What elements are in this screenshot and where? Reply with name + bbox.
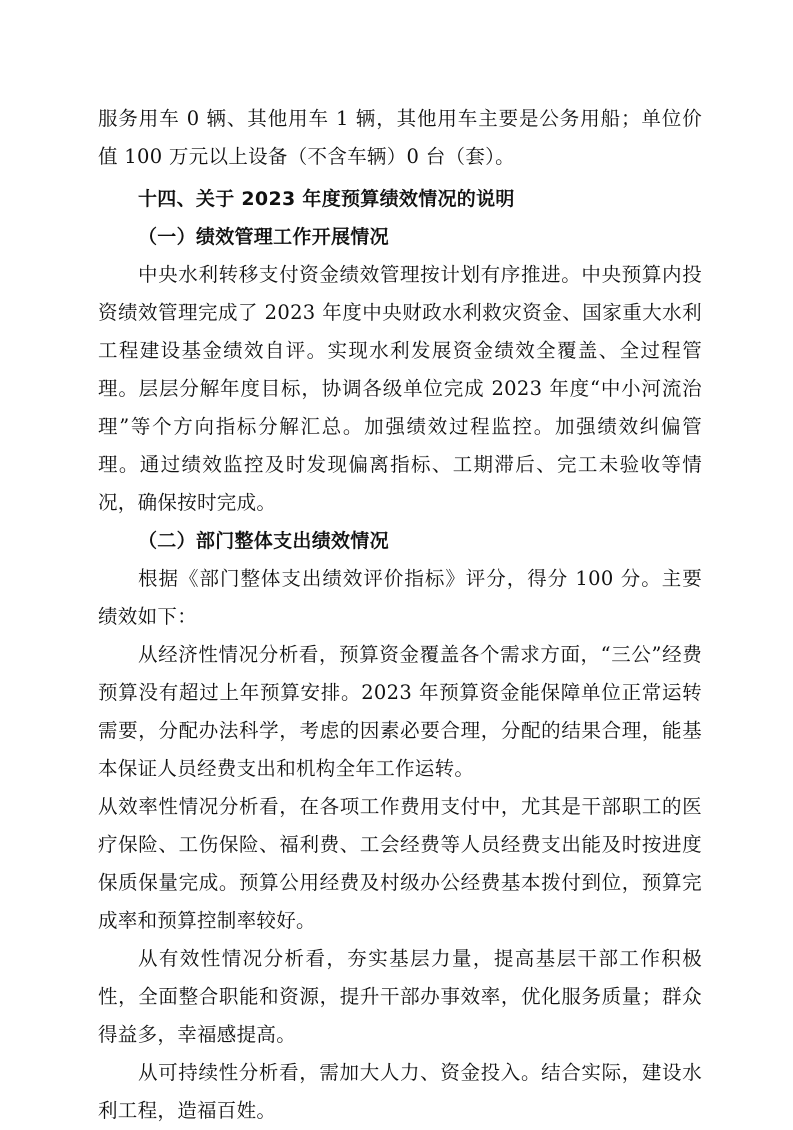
paragraph-vehicles: 服务用车 0 辆、其他用车 1 辆，其他用车主要是公务用船；单位价值 100 万元以上设备（不含车辆）0 台（套）。 bbox=[98, 107, 702, 168]
paragraph-score: 根据《部门整体支出绩效评价指标》评分，得分 100 分。主要绩效如下： bbox=[98, 567, 702, 628]
paragraph-economy: 从经济性情况分析看，预算资金覆盖各个需求方面，“三公”经费预算没有超过上年预算安排。2023 年预算资金能保障单位正常运转需要，分配办法科学，考虑的因素必要合理，分配的结果合理，能基本保证人员经费支出和机构全年工作运转。 bbox=[98, 643, 702, 780]
subsection-title-2: （二）部门整体支出绩效情况 bbox=[138, 530, 389, 552]
paragraph-efficiency: 从效率性情况分析看，在各项工作费用支付中，尤其是干部职工的医疗保险、工伤保险、福利费、工会经费等人员经费支出能及时按进度保质保量完成。预算公用经费及村级办公经费基本拨付到位，预算完成率和预算控制率较好。 bbox=[98, 795, 702, 932]
paragraph-performance-management: 中央水利转移支付资金绩效管理按计划有序推进。中央预算内投资绩效管理完成了 2023 年度中央财政水利救灾资金、国家重大水利工程建设基金绩效自评。实现水利发展资金绩效全覆盖、全过程管理。层层分解年度目标，协调各级单位完成 2023 年度“中小河流治理”等个方向指标分解汇总。加强绩效过程监控。加强绩效纠偏管理。通过绩效监控及时发现偏离指标、工期滞后、完工未验收等情况，确保按时完成。 bbox=[98, 263, 702, 514]
subsection-title-1: （一）绩效管理工作开展情况 bbox=[138, 226, 389, 248]
paragraph-effectiveness: 从有效性情况分析看，夯实基层力量，提高基层干部工作积极性，全面整合职能和资源，提升干部办事效率，优化服务质量；群众得益多，幸福感提高。 bbox=[98, 947, 702, 1046]
section-title: 十四、关于 2023 年度预算绩效情况的说明 bbox=[138, 188, 515, 210]
document-page bbox=[98, 100, 702, 1130]
paragraph-sustainability: 从可持续性分析看，需加大人力、资金投入。结合实际，建设水利工程，造福百姓。 bbox=[98, 1061, 702, 1122]
